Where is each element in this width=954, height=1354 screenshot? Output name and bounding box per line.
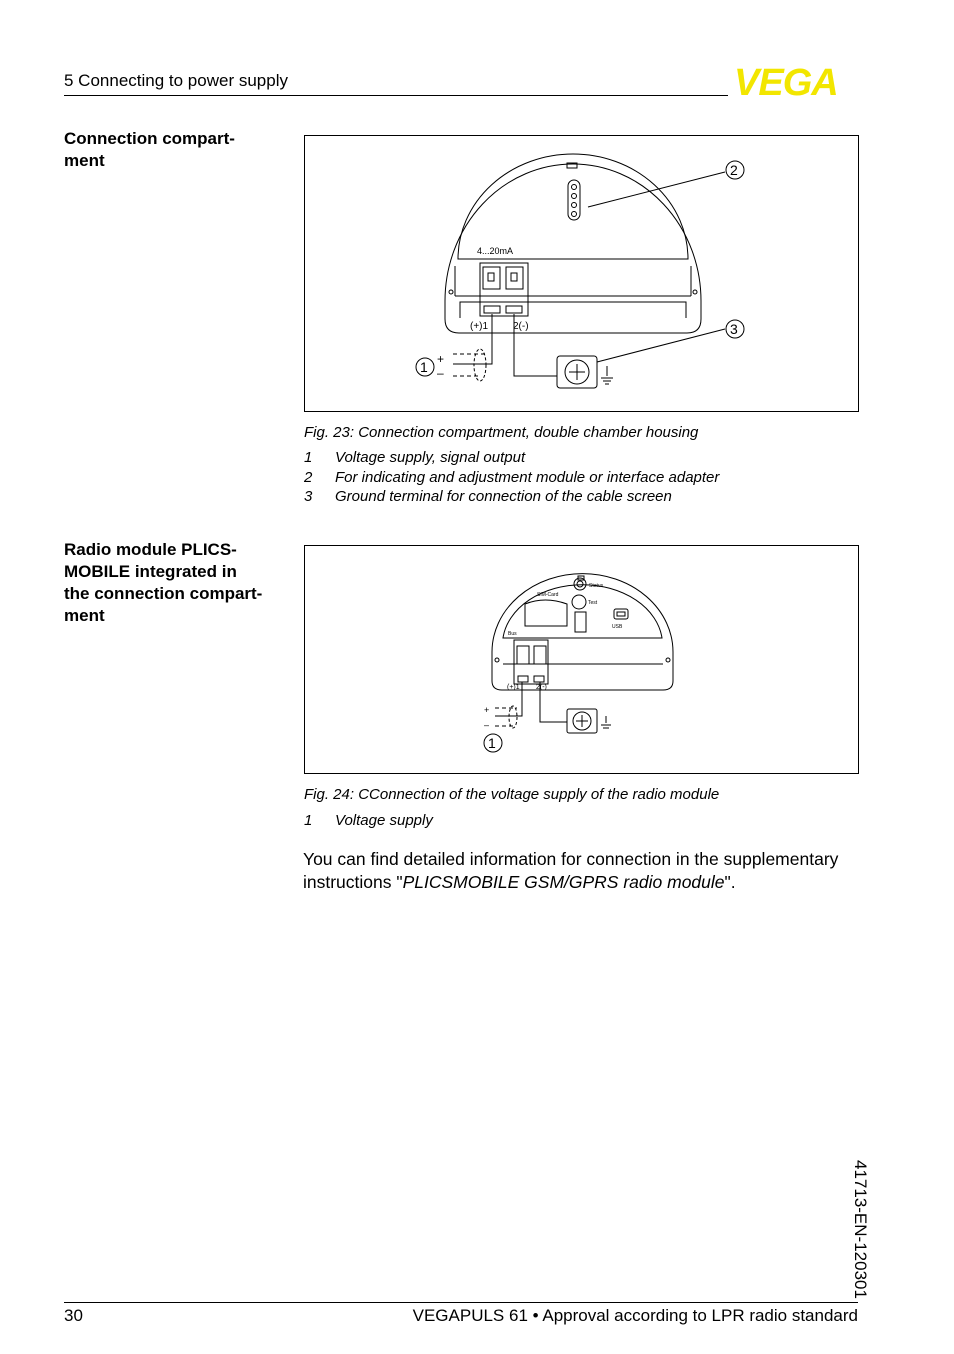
- svg-text:2: 2: [730, 162, 738, 178]
- body-paragraph: You can find detailed information for connection in the supplementary instructions "PLICSMOBILE GSM/GPRS radio module".: [303, 849, 839, 892]
- svg-text:2(-): 2(-): [536, 684, 547, 691]
- heading-line: Radio module PLICS-: [64, 540, 237, 559]
- figure-radio-module: [304, 545, 859, 774]
- svg-text:Bus: Bus: [508, 631, 517, 637]
- document-reference: PLICSMOBILE GSM/GPRS radio module: [402, 871, 725, 892]
- svg-text:+: +: [437, 352, 445, 366]
- section-title: 5 Connecting to power supply: [64, 71, 288, 90]
- figure-caption: Fig. 23: Connection compartment, double chamber housing: [304, 424, 699, 441]
- svg-text:(+)1: (+)1: [507, 684, 520, 691]
- svg-text:(+)1: (+)1: [470, 321, 489, 332]
- footer-divider: [64, 1302, 858, 1303]
- figure-legend: [304, 448, 719, 507]
- svg-text:4...20mA: 4...20mA: [477, 246, 514, 256]
- heading-line: the connection compart-: [64, 584, 263, 603]
- page-number: 30: [64, 1306, 83, 1325]
- legend-item: 1 Voltage supply: [304, 812, 433, 829]
- legend-item: 3 Ground terminal for connection of the cable screen: [304, 488, 672, 505]
- section-heading-connection-compartment: [64, 128, 289, 172]
- footer-doc-title: VEGAPULS 61 • Approval according to LPR radio standard: [412, 1306, 858, 1325]
- svg-text:–: –: [484, 720, 490, 730]
- connection-compartment-diagram: [305, 136, 858, 411]
- svg-text:2(-): 2(-): [513, 321, 529, 332]
- svg-text:USB: USB: [612, 624, 623, 630]
- radio-module-diagram: [305, 546, 858, 773]
- svg-text:1: 1: [420, 359, 428, 375]
- svg-text:SIM-Card: SIM-Card: [537, 592, 559, 598]
- svg-text:VEGA: VEGA: [734, 64, 838, 98]
- svg-text:+: +: [484, 705, 490, 715]
- legend-item: 2 For indicating and adjustment module or interface adapter: [304, 468, 720, 486]
- svg-text:Status: Status: [589, 583, 604, 589]
- heading-line: ment: [64, 151, 105, 170]
- legend-item: 1 Voltage supply, signal output: [304, 449, 526, 466]
- svg-text:1: 1: [488, 735, 496, 751]
- figure-caption: Fig. 24: CConnection of the voltage supply of the radio module: [304, 786, 720, 803]
- vega-logo: [734, 64, 858, 103]
- svg-text:Test: Test: [588, 600, 598, 606]
- heading-line: Connection compart-: [64, 129, 235, 148]
- figure-legend: [304, 811, 433, 831]
- svg-text:–: –: [437, 366, 444, 380]
- svg-text:3: 3: [730, 321, 738, 337]
- document-id: 41713-EN-120301: [851, 1160, 870, 1299]
- header-divider: [64, 95, 728, 96]
- heading-line: ment: [64, 606, 105, 625]
- figure-connection-compartment: [304, 135, 859, 412]
- section-heading-radio-module: [64, 539, 289, 627]
- heading-line: MOBILE integrated in: [64, 562, 237, 581]
